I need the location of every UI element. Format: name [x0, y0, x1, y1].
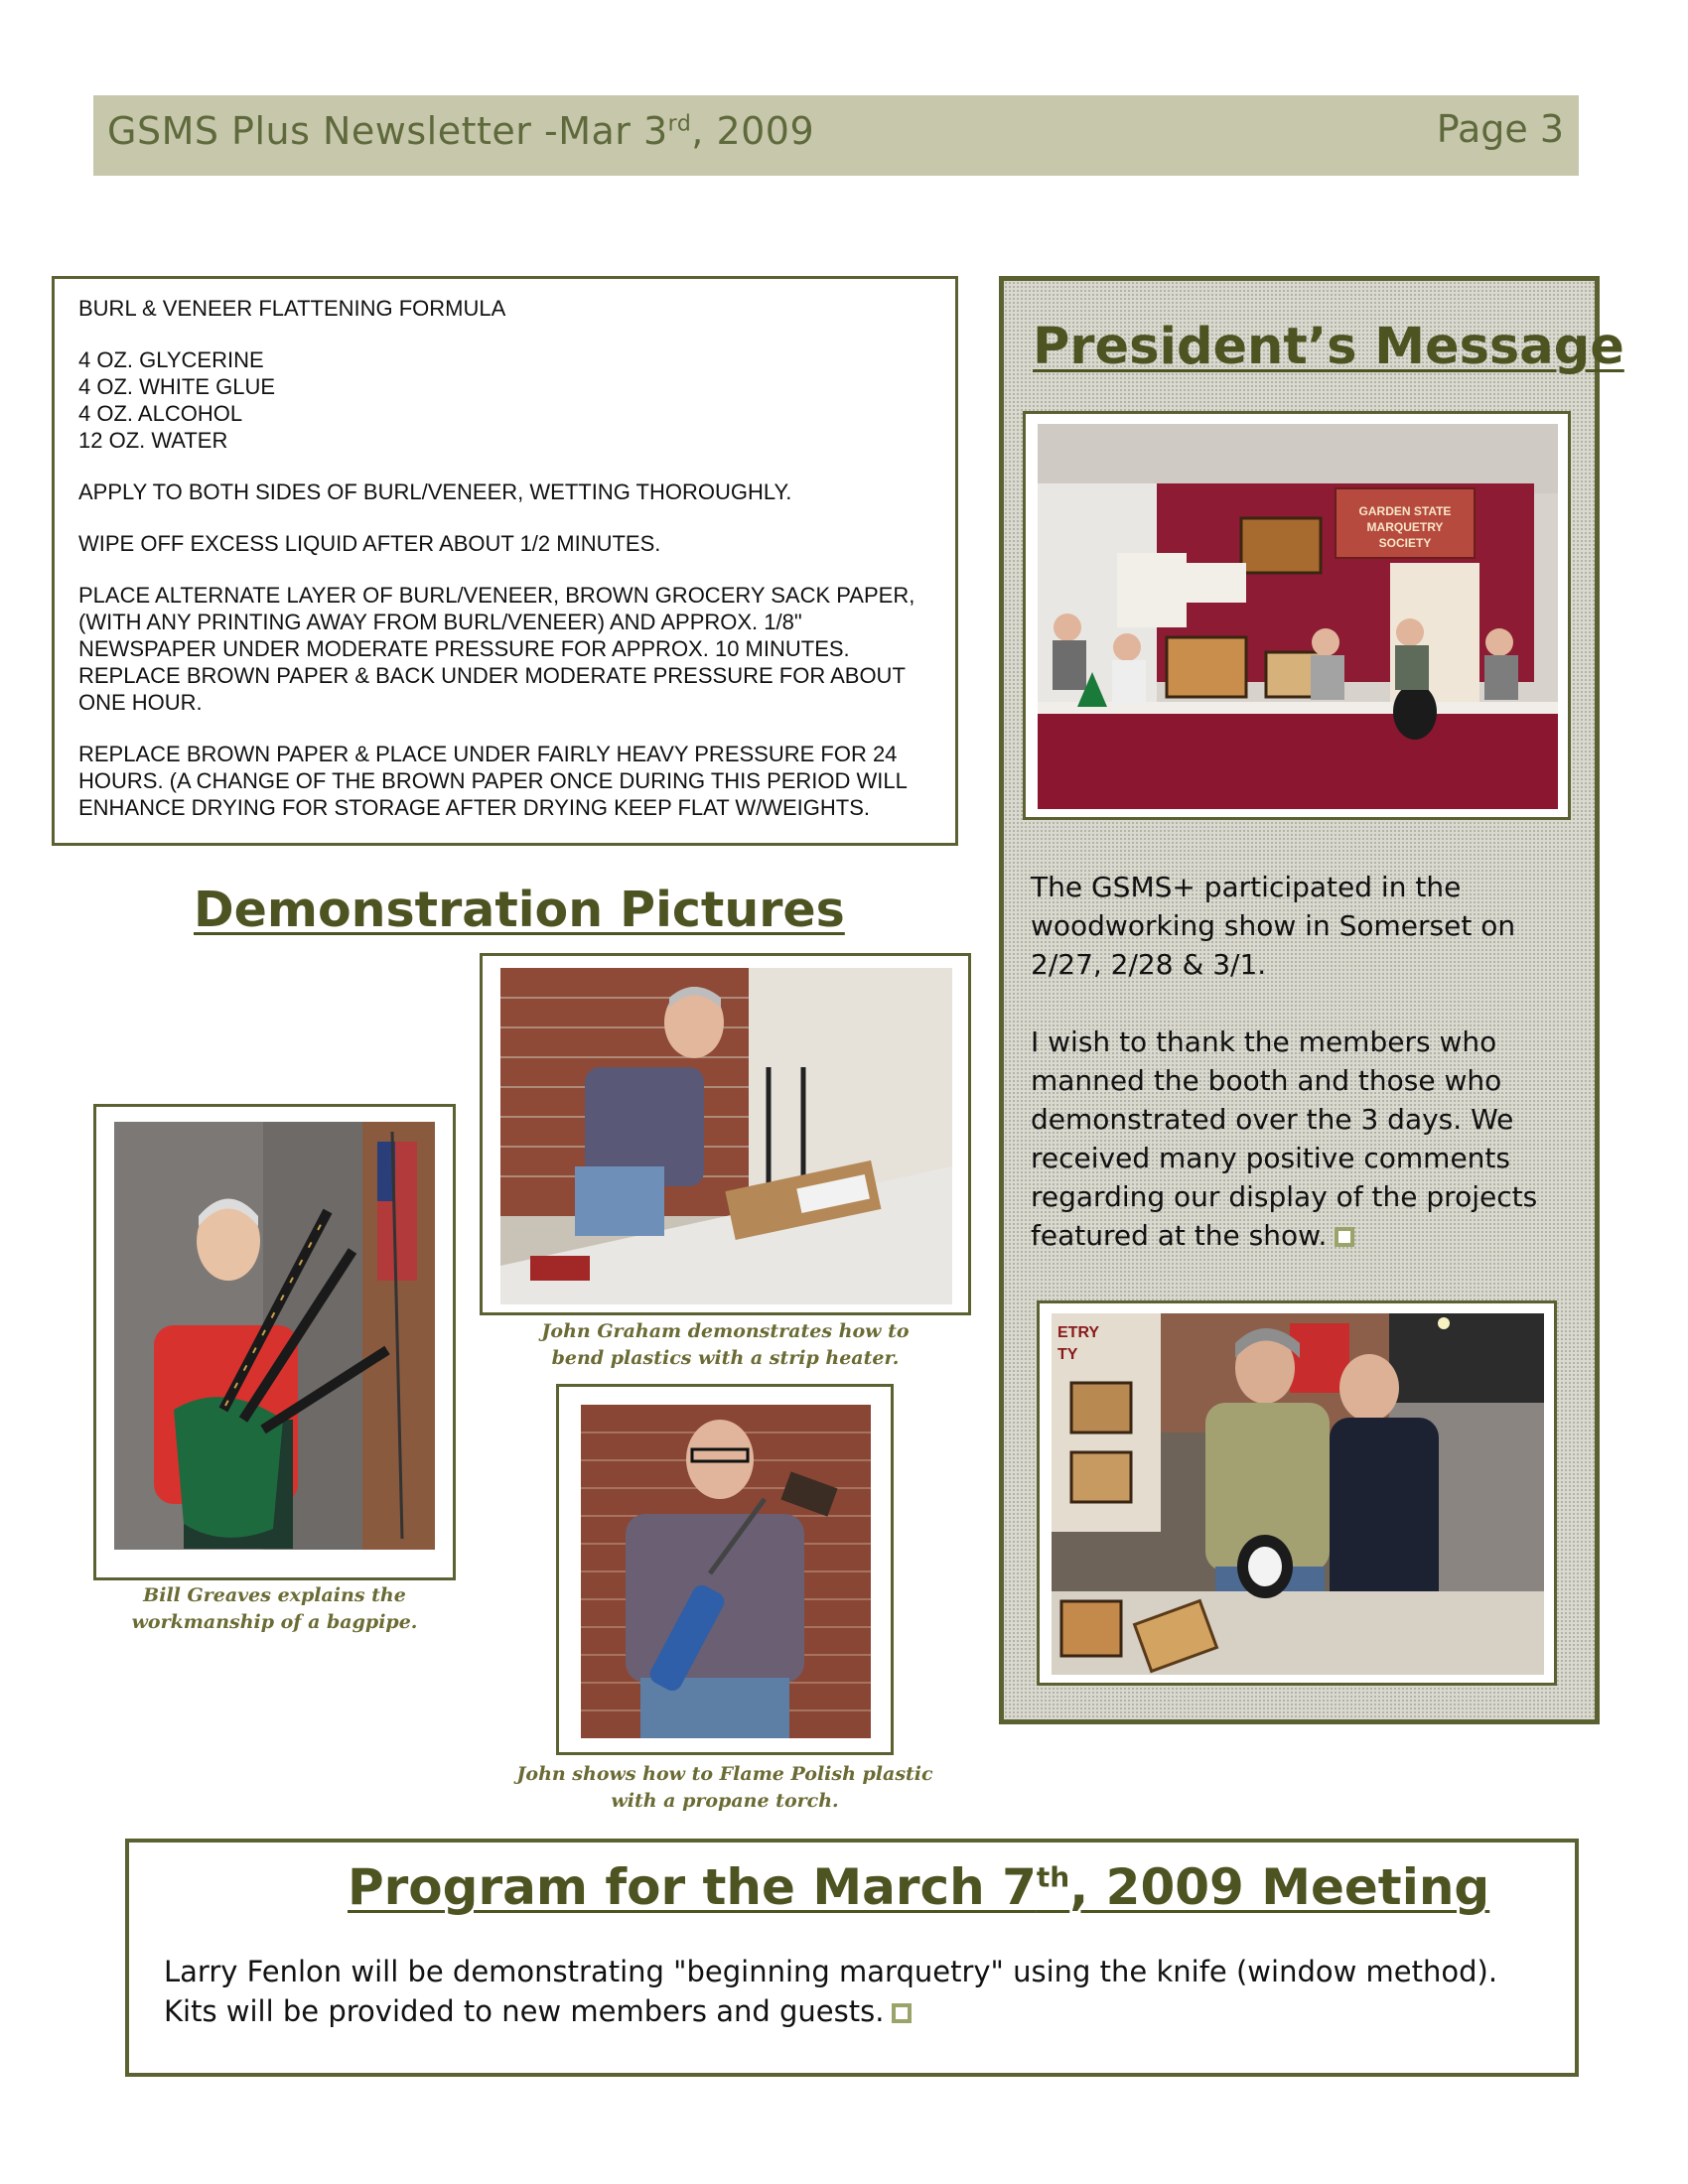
- booth-photo: [1038, 424, 1558, 809]
- newsletter-title: GSMS Plus Newsletter -Mar 3rd, 2009: [107, 109, 815, 153]
- president-paragraph-1: The GSMS+ participated in the woodworking show in Somerset on 2/27, 2/28 & 3/1.: [1031, 871, 1516, 981]
- president-message-text: [1031, 868, 1567, 1294]
- program-text: Larry Fenlon will be demonstrating "beginning marquetry" using the knife (window method). Kits will be provided to new members and guests.: [164, 1955, 1498, 2028]
- formula-spacer: [78, 557, 931, 582]
- bagpipe-photo-frame: [93, 1104, 456, 1580]
- partial-sign-line1: ETRY: [1057, 1324, 1100, 1341]
- booth-photo-frame: [1023, 411, 1571, 820]
- formula-lines: [78, 295, 931, 821]
- formula-line: ONE HOUR.: [78, 690, 203, 715]
- end-of-article-icon: [892, 2003, 912, 2023]
- formula-spacer: [78, 454, 931, 478]
- formula-spacer: [78, 716, 931, 741]
- formula-line: REPLACE BROWN PAPER & BACK UNDER MODERATE PRESSURE FOR ABOUT: [78, 663, 906, 688]
- demonstration-heading: Demonstration Pictures: [194, 882, 845, 938]
- formula-line: (WITH ANY PRINTING AWAY FROM BURL/VENEER) AND APPROX. 1/8": [78, 610, 802, 634]
- partial-sign-line2: TY: [1057, 1346, 1078, 1363]
- booth-sign-line2: MARQUETRY: [1366, 520, 1444, 534]
- formula-line: APPLY TO BOTH SIDES OF BURL/VENEER, WETTING THOROUGHLY.: [78, 479, 792, 504]
- strip-heater-photo: [500, 968, 952, 1304]
- torch-photo-frame: [556, 1384, 894, 1755]
- program-heading: Program for the March 7th, 2009 Meeting: [348, 1858, 1490, 1916]
- end-of-article-icon: [1335, 1227, 1354, 1247]
- formula-line: ENHANCE DRYING FOR STORAGE AFTER DRYING KEEP FLAT W/WEIGHTS.: [78, 795, 871, 820]
- formula-line: 4 OZ. WHITE GLUE: [78, 374, 276, 399]
- show-photo: [1052, 1313, 1544, 1675]
- formula-line: NEWSPAPER UNDER MODERATE PRESSURE FOR APPROX. 10 MINUTES.: [78, 636, 850, 661]
- formula-spacer: [78, 505, 931, 530]
- bagpipe-photo: [114, 1122, 435, 1550]
- torch-caption: John shows how to Flame Polish plastic with a propane torch.: [516, 1763, 933, 1812]
- formula-line: REPLACE BROWN PAPER & PLACE UNDER FAIRLY HEAVY PRESSURE FOR 24: [78, 742, 898, 766]
- torch-photo: [581, 1405, 871, 1738]
- formula-line: 12 OZ. WATER: [78, 428, 228, 453]
- strip-heater-photo-frame: [480, 953, 971, 1315]
- formula-line: PLACE ALTERNATE LAYER OF BURL/VENEER, BROWN GROCERY SACK PAPER,: [78, 583, 915, 608]
- show-photo-frame: [1037, 1300, 1557, 1686]
- formula-spacer: [78, 322, 931, 346]
- formula-line: HOURS. (A CHANGE OF THE BROWN PAPER ONCE DURING THIS PERIOD WILL: [78, 768, 908, 793]
- page-number: Page 3: [1436, 107, 1564, 151]
- formula-line: 4 OZ. GLYCERINE: [78, 347, 264, 372]
- formula-line: WIPE OFF EXCESS LIQUID AFTER ABOUT 1/2 MINUTES.: [78, 531, 661, 556]
- strip-heater-caption: John Graham demonstrates how to bend plastics with a strip heater.: [541, 1320, 910, 1369]
- president-paragraph-2: I wish to thank the members who manned the booth and those who demonstrated over the 3 days. We received many positive comments regarding our display of the projects featured at the show.: [1031, 1025, 1538, 1252]
- formula-line: BURL & VENEER FLATTENING FORMULA: [78, 296, 506, 321]
- veneer-formula-box: [52, 276, 958, 846]
- booth-sign-line1: GARDEN STATE: [1358, 504, 1452, 518]
- booth-sign-line3: SOCIETY: [1378, 536, 1432, 550]
- president-heading: President’s Message: [1033, 318, 1624, 376]
- bagpipe-caption: Bill Greaves explains the workmanship of a bagpipe.: [131, 1584, 418, 1633]
- formula-line: 4 OZ. ALCOHOL: [78, 401, 243, 426]
